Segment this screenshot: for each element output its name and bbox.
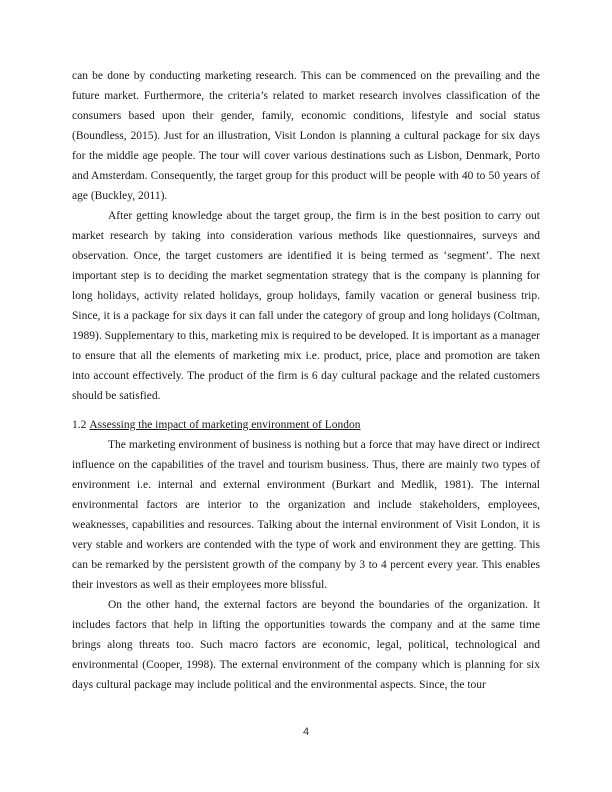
- body-paragraph: After getting knowledge about the target group, the firm is in the best position to carry out market research by taking into consideration various methods like questionnaires, surveys and observation. Once, the target customers are identified it is being termed as ‘segment’. The next important step is to deciding the market segmentation strategy that is the company is planning for long holidays, activity related holidays, group holidays, family vacation or general business trip. Since, it is a package for six days it can fall under the category of group and long holidays (Coltman, 1989). Supplementary to this, marketing mix is required to be developed. It is important as a manager to ensure that all the elements of marketing mix i.e. product, price, place and promotion are taken into account effectively. The product of the firm is 6 day cultural package and the related customers should be satisfied.: [72, 210, 540, 402]
- section-heading: [72, 415, 540, 435]
- section-title: Assessing the impact of marketing environment of London: [89, 419, 361, 431]
- body-paragraph: On the other hand, the external factors are beyond the boundaries of the organization. It includes factors that help in lifting the opportunities towards the company and at the same time brings along threats too. Such macro factors are economic, legal, political, technological and environmental (Cooper, 1998). The external environment of the company which is planning for six days cultural package may include political and the environmental aspects. Since, the tour: [72, 599, 540, 691]
- document-page: [72, 66, 540, 695]
- page-number: 4: [302, 726, 310, 738]
- section-number: 1.2: [72, 419, 87, 431]
- body-paragraph: can be done by conducting marketing research. This can be commenced on the prevailing and the future market. Furthermore, the criteria’s related to market research involves classification of the consumers based upon their gender, family, economic conditions, lifestyle and social status (Boundless, 2015). Just for an illustration, Visit London is planning a cultural package for six days for the middle age people. The tour will cover various destinations such as Lisbon, Denmark, Porto and Amsterdam. Consequently, the target group for this product will be people with 40 to 50 years of age (Buckley, 2011).: [72, 70, 540, 202]
- paragraph-spacer: [72, 406, 540, 415]
- body-paragraph: The marketing environment of business is nothing but a force that may have direct or indirect influence on the capabilities of the travel and tourism business. Thus, there are mainly two types of environment i.e. internal and external environment (Burkart and Medlik, 1981). The internal environmental factors are interior to the organization and include stakeholders, employees, weaknesses, capabilities and resources. Talking about the internal environment of Visit London, it is very stable and workers are contended with the type of work and environment they are getting. This can be remarked by the persistent growth of the company by 3 to 4 percent every year. This enables their investors as well as their employees more blissful.: [72, 439, 540, 591]
